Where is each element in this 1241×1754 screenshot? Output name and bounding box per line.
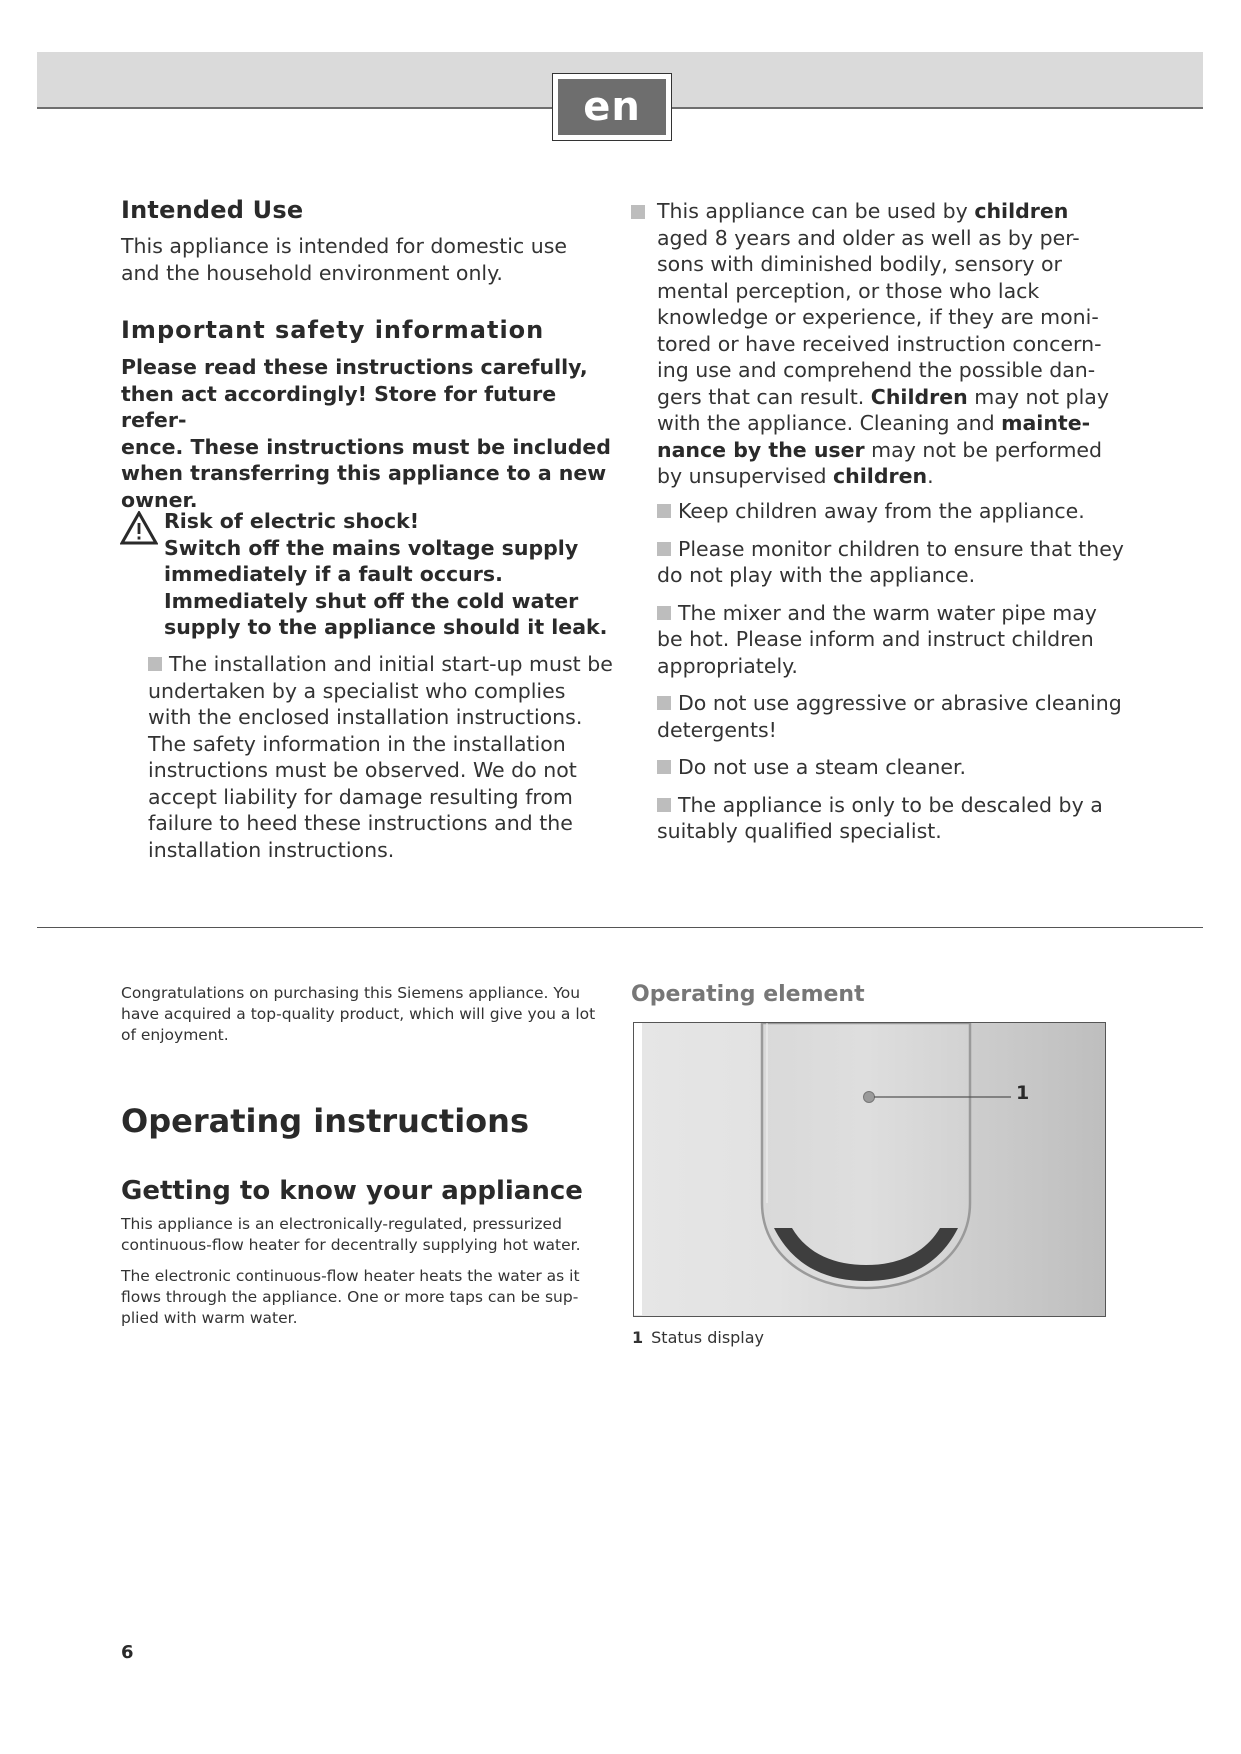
bullet-square-icon — [148, 657, 162, 671]
intended-use-text: This appliance is intended for domestic use and the household environment only. — [121, 234, 568, 285]
bullet-square-icon — [657, 504, 671, 518]
heater-description: The electronic continuous-flow heater heats the water as it flows through the appliance. One or more taps can be sup- plied with warm water. — [121, 1267, 580, 1327]
operating-element-title: Operating element — [631, 982, 865, 1007]
callout-dot-icon — [864, 1092, 875, 1103]
appliance-description: This appliance is an electronically-regulated, pressurized continuous-flow heater for decentrally supplying hot water. — [121, 1215, 581, 1254]
operating-instructions-title: Operating instructions — [121, 1102, 529, 1140]
appliance-panel-illustration — [634, 1023, 1104, 1315]
operating-element-diagram — [633, 1022, 1106, 1317]
bullet-square-icon — [657, 606, 671, 620]
language-badge — [552, 73, 672, 141]
bullet-square-icon — [657, 760, 671, 774]
bullet-descaling: The appliance is only to be descaled by a suitably qualified specialist. — [657, 792, 1103, 843]
bullet-no-abrasive: Do not use aggressive or abrasive cleaning detergents! — [657, 691, 1122, 742]
bullet-keep-children-away: Keep children away from the appliance. — [657, 498, 1147, 525]
bullet-square-icon — [657, 542, 671, 556]
upper-left-column — [121, 196, 621, 513]
bullet-square-icon — [631, 205, 645, 219]
page-number: 6 — [121, 1642, 134, 1663]
getting-to-know-title: Getting to know your appliance — [121, 1176, 583, 1206]
bullet-no-steam: Do not use a steam cleaner. — [657, 754, 1147, 781]
intended-use-title: Intended Use — [121, 196, 304, 224]
installation-bullet: The installation and initial start-up must be undertaken by a specialist who complies with the enclosed installation instructions. The safety information in the installation instructions must be observed. We do not accept liability for damage resulting from failure to heed these instructions and the installation instructions. — [148, 652, 613, 862]
section-divider — [37, 927, 1203, 928]
bullet-monitor-children: Please monitor children to ensure that they do not play with the appliance. — [657, 536, 1124, 587]
diagram-legend — [632, 1328, 764, 1347]
lower-left-column — [121, 983, 621, 1329]
safety-bullet-list — [657, 498, 1147, 845]
diagram-callout-number: 1 — [1016, 1082, 1030, 1104]
legend-number: 1 — [632, 1328, 644, 1347]
bullet-square-icon — [657, 798, 671, 812]
language-badge-label: en — [558, 79, 666, 135]
safety-title: Important safety information — [121, 316, 545, 344]
electric-shock-warning: Risk of electric shock! Switch off the mains voltage supply immediately if a fault occurs. Immediately shut off the cold water supply to the appliance should it leak. — [164, 509, 608, 639]
legend-label: Status display — [651, 1328, 765, 1347]
bullet-square-icon — [657, 696, 671, 710]
warning-triangle-icon — [120, 511, 158, 545]
safety-intro: Please read these instructions carefully, then act accordingly! Store for future refer- ence. These instructions must be included when transferring this appliance to a new owner. — [121, 355, 611, 512]
congratulations-text: Congratulations on purchasing this Siemens appliance. You have acquired a top-quality product, which will give you a lot of enjoyment. — [121, 984, 596, 1044]
children-bullet: This appliance can be used by children aged 8 years and older as well as by per- sons with diminished bodily, sensory or mental perception, or those who lack knowledge or experience, if they are moni- tored or have received instruction concern- ing use and comprehend the possible dan- gers that can result. Children may not play with the appliance. Cleaning and mainte- nance by the user may not be performed by unsupervised children. — [657, 199, 1109, 488]
bullet-hot-pipe: The mixer and the warm water pipe may be hot. Please inform and instruct children appropriately. — [657, 600, 1097, 678]
